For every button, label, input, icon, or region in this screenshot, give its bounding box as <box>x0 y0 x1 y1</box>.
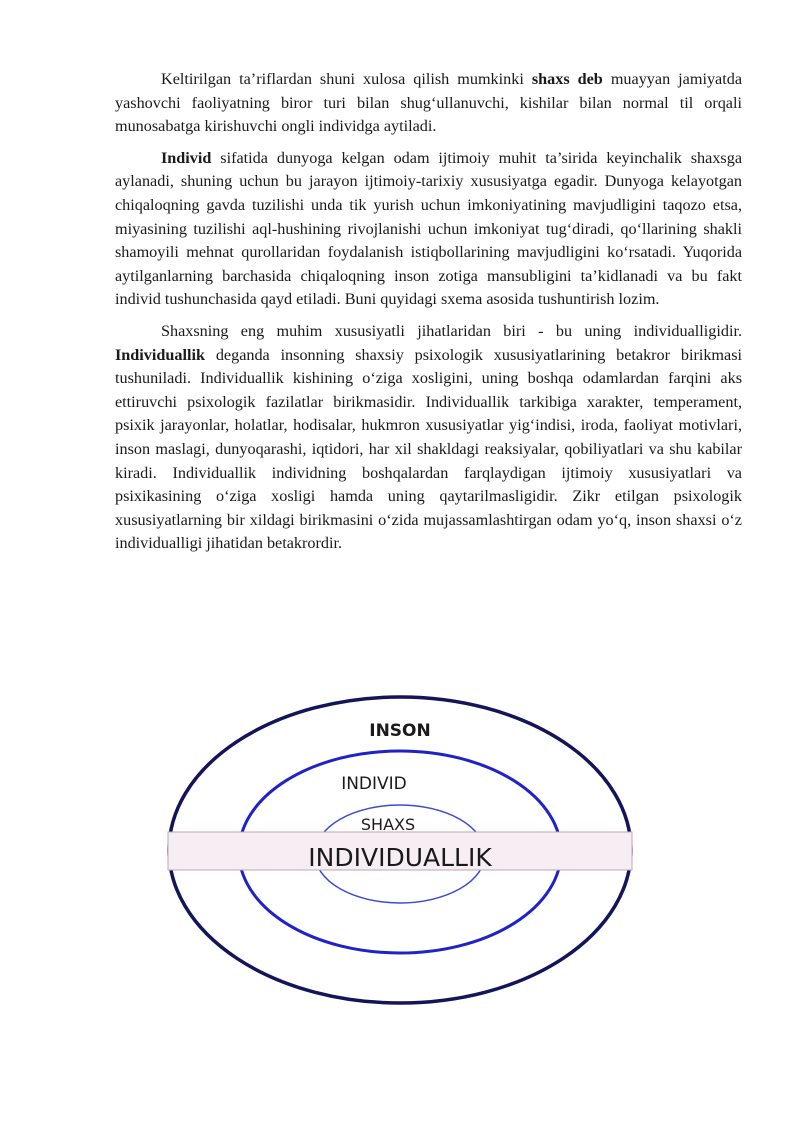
paragraph-text: Keltirilgan ta’riflardan shuni xulosa qilish mumkinki <box>161 70 532 88</box>
paragraph-text: deganda insonning shaxsiy psixologik xususiyatlarining betakror birikmasi tushuniladi. Individuallik kishining o‘ziga xosligini, uning boshqa odamlardan farqini aks ettiruvchi psixologik fazilatlar birikmasidir. Individuallik tarkibiga xarakter, temperament, psixik jarayonlar, holatlar, hodisalar, hukmron xususiyatlar yig‘indisi, iroda, faoliyat motivlari, inson maslagi, dunyoqarashi, iqtidori, har xil shakldagi reaksiyalar, qobiliyatlari va shu kabilar kiradi. Individuallik individning boshqalardan farqlaydigan ijtimoiy xususiyatlari va psixikasining o‘ziga xosligi hamda uning qaytarilmasligidir. Zikr etilgan psixologik xususiyatlarning bir xildagi birikmasini o‘zida mujassamlashtirgan odam yo‘q, inson shaxsi o‘z individualligi jihatidan betakrordir. <box>115 345 742 553</box>
bold-term: Individ <box>161 148 212 167</box>
paragraph-text: muayyan jamiyatda yashovchi faoliyatning biror turi bilan shug‘ullanuvchi, kishilar bilan normal til orqali munosabatga kirishuvchi ongli individga aytiladi. <box>115 70 742 136</box>
paragraph-3 <box>115 320 742 556</box>
inson-label: INSON <box>369 721 431 741</box>
individ-label: INDIVID <box>341 774 407 794</box>
individuallik-label: INDIVIDUALLIK <box>308 843 492 872</box>
paragraph-2 <box>115 147 742 312</box>
paragraph-text: Shaxsning eng muhim xususiyatli jihatlaridan biri - bu uning individualligidir. <box>161 321 742 340</box>
paragraph-1 <box>115 68 742 139</box>
bold-term: shaxs deb <box>531 70 603 88</box>
bold-term: Individuallik <box>115 345 205 364</box>
document-body <box>115 68 742 564</box>
shaxs-label: SHAXS <box>360 815 416 834</box>
concept-diagram <box>160 690 640 1010</box>
paragraph-text: sifatida dunyoga kelgan odam ijtimoiy muhit ta’sirida keyinchalik shaxsga aylanadi, shuning uchun bu jarayon ijtimoiy-tarixiy xususiyatga egadir. Dunyoga kelayotgan chiqaloqning gavda tuzilishi unda tik yurish uchun imkoniyatining mavjudligini taqozo etsa, miyasining tuzilishi aql-hushining rivojlanishi uchun imkoniyat tug‘diradi, qo‘llarining shakli shamoyili mehnat qurollaridan foydalanish istiqbollarining mavjudligini ko‘rsatadi. Yuqorida aytilganlarning barchasida chiqaloqning inson zotiga mansubligini ta’kidlanadi va bu fakt individ tushunchasida qayd etiladi. Buni quyidagi sxema asosida tushuntirish lozim. <box>115 148 742 309</box>
nested-ellipses-diagram <box>160 690 640 1010</box>
